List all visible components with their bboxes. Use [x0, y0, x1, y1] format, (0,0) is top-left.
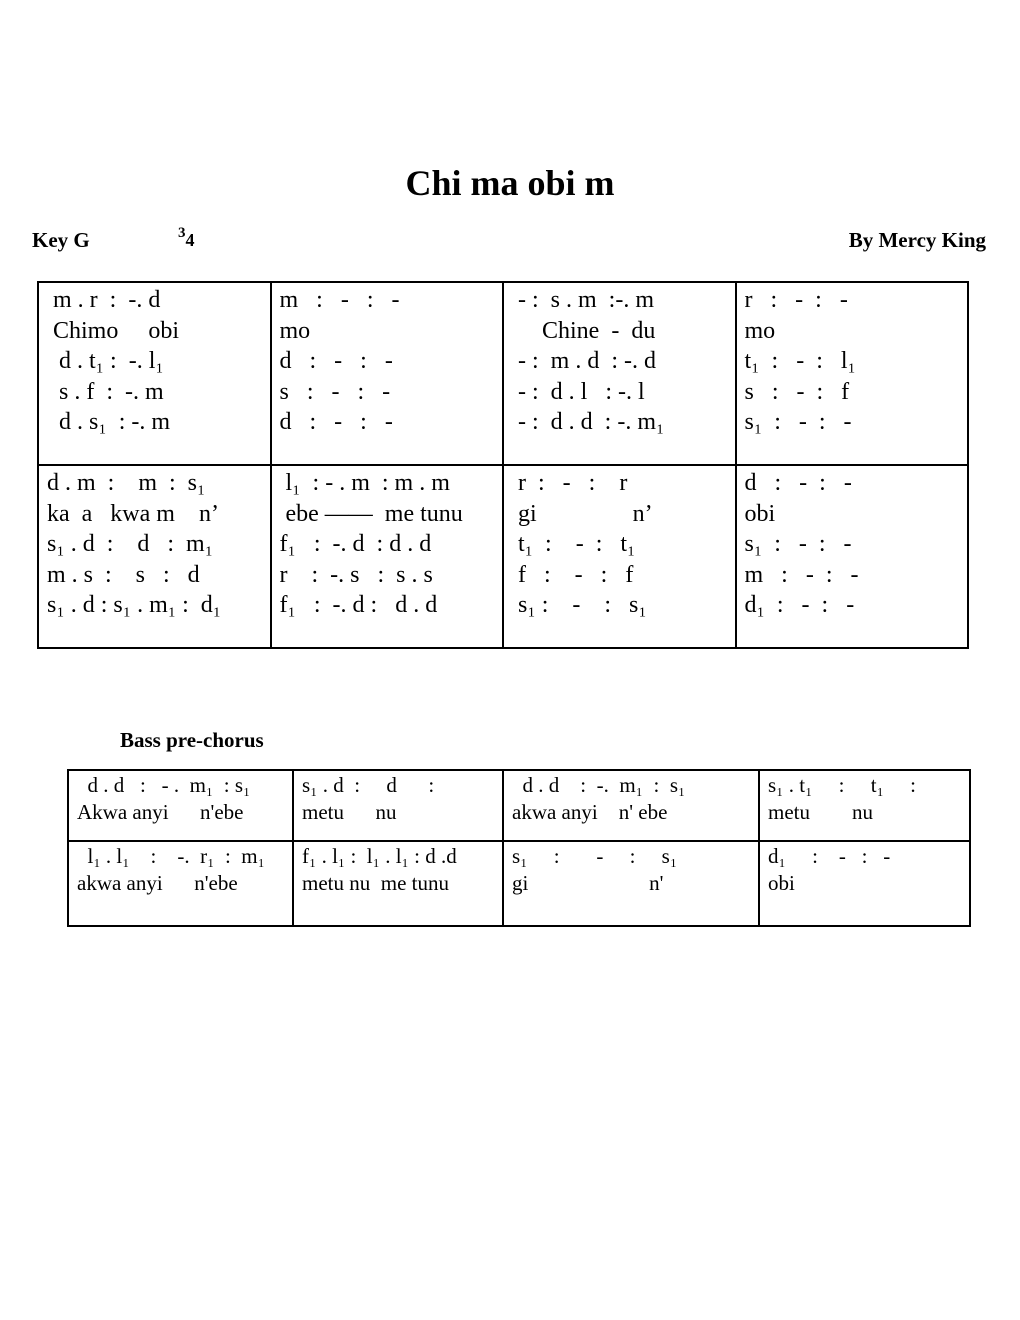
- score-line: s . f : -. m: [47, 378, 164, 405]
- lyric-line: Chimo obi: [47, 317, 180, 344]
- score-cell: [38, 465, 271, 648]
- score-line: f₁ : -. d : d . d: [279, 531, 432, 557]
- score-cell: [38, 282, 271, 465]
- score-line: s₁ . d : s₁ . m₁ : d₁: [47, 592, 222, 618]
- time-signature-top: 3: [178, 225, 186, 241]
- score-line: m . s : s : d: [47, 561, 200, 588]
- score-line: r : - : -: [744, 287, 848, 313]
- score-line: - : m . d : -. d: [512, 348, 656, 374]
- score-cell: [503, 465, 736, 648]
- key-label: Key G: [32, 228, 90, 252]
- score-line: m : - : -: [279, 287, 400, 313]
- lyric-line: Chine - du: [512, 317, 656, 344]
- lyric-line: mo: [279, 317, 311, 344]
- time-signature: [178, 226, 195, 249]
- score-line: t₁ : - : l₁: [744, 348, 856, 374]
- score-cell: [271, 465, 504, 648]
- score-line: s₁ . d : d : m₁: [47, 531, 214, 557]
- score-line: r : -. s : s . s: [279, 561, 433, 588]
- score-cell: [271, 282, 504, 465]
- bass-pre-chorus-label: Bass pre-chorus: [120, 728, 264, 752]
- score-row: [38, 282, 968, 465]
- lyric-line: gi n’: [512, 500, 653, 527]
- score-line: d . m : m : s₁: [47, 470, 206, 496]
- bass-notes: s₁ . d : d :: [302, 773, 435, 797]
- bass-notes: d . d : - . m₁ : s₁: [77, 773, 251, 797]
- score-line: m . r : -. d: [47, 287, 161, 313]
- bass-notes: s₁ : - : s₁: [512, 844, 678, 868]
- bass-notes: s₁ . t₁ : t₁ :: [768, 773, 916, 797]
- bass-lyric: akwa anyi n'ebe: [77, 871, 238, 895]
- bass-cell: [503, 841, 759, 926]
- main-score-table: [37, 281, 969, 649]
- bass-cell: [759, 841, 970, 926]
- lyric-line: ka a kwa m n’: [47, 500, 219, 527]
- bass-notes: d . d : -. m₁ : s₁: [512, 773, 686, 797]
- page-title: Chi ma obi m: [405, 163, 615, 203]
- score-line: r : - : r: [512, 470, 628, 496]
- bass-notes: l₁ . l₁ : -. r₁ : m₁: [77, 844, 265, 868]
- score-line: f₁ : -. d : d . d: [279, 592, 438, 618]
- score-cell: [736, 282, 969, 465]
- bass-lyric: metu nu me tunu: [302, 871, 449, 895]
- bass-cell: [503, 770, 759, 841]
- bass-cell: [759, 770, 970, 841]
- lyric-line: ebe —— me tunu: [279, 500, 463, 527]
- score-line: - : d . l : -. l: [512, 378, 645, 405]
- bass-notes: f₁ . l₁ : l₁ . l₁ : d .d: [302, 844, 457, 868]
- score-line: d . t₁ : -. l₁: [47, 348, 164, 374]
- bass-lyric: metu nu: [302, 800, 397, 824]
- score-line: s₁ : - : -: [744, 531, 852, 557]
- time-signature-bottom: 4: [185, 230, 195, 250]
- bass-lyric: obi: [768, 871, 795, 895]
- score-line: t₁ : - : t₁: [512, 531, 636, 557]
- lyric-line: mo: [744, 317, 776, 344]
- score-line: m : - : -: [744, 561, 859, 588]
- score-line: s₁ : - : s₁: [512, 592, 647, 618]
- score-cell: [736, 465, 969, 648]
- score-line: d : - : -: [744, 470, 852, 496]
- bass-row: [68, 770, 970, 841]
- score-line: s : - : f: [744, 378, 850, 405]
- score-line: f : - : f: [512, 561, 634, 588]
- bass-lyric: akwa anyi n' ebe: [512, 800, 668, 824]
- score-line: - : d . d : -. m₁: [512, 409, 665, 435]
- bass-cell: [68, 841, 293, 926]
- bass-cell: [293, 841, 503, 926]
- bass-notes: d₁ : - : -: [768, 844, 891, 868]
- author-credit: By Mercy King: [848, 228, 986, 252]
- score-line: d : - : -: [279, 348, 393, 374]
- score-line: d₁ : - : -: [744, 592, 855, 618]
- score-line: - : s . m :-. m: [512, 287, 654, 313]
- bass-pre-chorus-table: [67, 769, 971, 927]
- bass-lyric: metu nu: [768, 800, 873, 824]
- bass-lyric: gi n': [512, 871, 664, 895]
- bass-row: [68, 841, 970, 926]
- score-line: s : - : -: [279, 378, 391, 405]
- score-cell: [503, 282, 736, 465]
- bass-cell: [68, 770, 293, 841]
- score-row: [38, 465, 968, 648]
- bass-lyric: Akwa anyi n'ebe: [77, 800, 244, 824]
- score-line: s₁ : - : -: [744, 409, 852, 435]
- score-line: d : - : -: [279, 409, 393, 435]
- score-line: l₁ : - . m : m . m: [279, 470, 450, 496]
- score-line: d . s₁ : -. m: [47, 409, 171, 435]
- bass-cell: [293, 770, 503, 841]
- lyric-line: obi: [744, 500, 776, 527]
